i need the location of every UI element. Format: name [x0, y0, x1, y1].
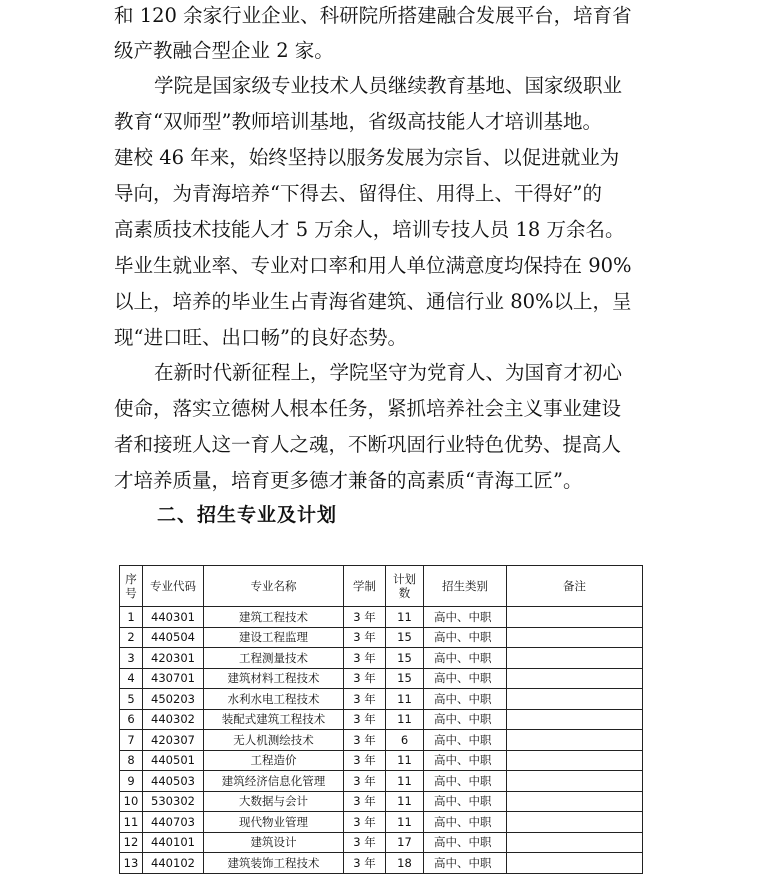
cell-code: 430701 — [143, 668, 204, 689]
cell-name: 无人机测绘技术 — [204, 730, 344, 751]
cell-index: 3 — [120, 648, 143, 669]
cell-plan: 11 — [386, 750, 424, 771]
cell-name: 水利水电工程技术 — [204, 689, 344, 710]
cell-plan: 11 — [386, 689, 424, 710]
cell-index: 7 — [120, 730, 143, 751]
cell-remarks — [507, 853, 643, 874]
cell-plan: 18 — [386, 853, 424, 874]
table-header-row — [120, 566, 643, 607]
text-line: 高素质技术技能人才 5 万余人，培训专技人员 18 万余名。 — [114, 218, 625, 241]
cell-category: 高中、中职 — [424, 853, 507, 874]
table-row — [120, 607, 643, 628]
cell-index: 9 — [120, 771, 143, 792]
cell-plan: 11 — [386, 607, 424, 628]
cell-remarks — [507, 832, 643, 853]
cell-code: 450203 — [143, 689, 204, 710]
cell-code: 440301 — [143, 607, 204, 628]
text-line: 教育“双师型”教师培训基地，省级高技能人才培训基地。 — [114, 110, 602, 133]
table-row — [120, 812, 643, 833]
cell-category: 高中、中职 — [424, 689, 507, 710]
table-row — [120, 668, 643, 689]
cell-duration: 3 年 — [344, 812, 386, 833]
cell-category: 高中、中职 — [424, 648, 507, 669]
cell-code: 440503 — [143, 771, 204, 792]
cell-plan: 11 — [386, 791, 424, 812]
cell-category: 高中、中职 — [424, 709, 507, 730]
cell-remarks — [507, 709, 643, 730]
cell-code: 440501 — [143, 750, 204, 771]
cell-name: 现代物业管理 — [204, 812, 344, 833]
cell-name: 建筑材料工程技术 — [204, 668, 344, 689]
text-line: 建校 46 年来，始终坚持以服务发展为宗旨、以促进就业为 — [114, 146, 620, 169]
table-row — [120, 791, 643, 812]
text-line: 导向，为青海培养“下得去、留得住、用得上、干得好”的 — [114, 182, 602, 205]
header-remarks: 备注 — [507, 566, 643, 607]
cell-index: 6 — [120, 709, 143, 730]
text-line: 才培养质量，培育更多德才兼备的高素质“青海工匠”。 — [114, 469, 583, 492]
table-row — [120, 853, 643, 874]
table-row — [120, 627, 643, 648]
table-row — [120, 648, 643, 669]
table-row — [120, 709, 643, 730]
cell-remarks — [507, 730, 643, 751]
cell-name: 工程造价 — [204, 750, 344, 771]
header-name: 专业名称 — [204, 566, 344, 607]
cell-duration: 3 年 — [344, 750, 386, 771]
cell-plan: 6 — [386, 730, 424, 751]
cell-code: 530302 — [143, 791, 204, 812]
cell-index: 13 — [120, 853, 143, 874]
cell-code: 440102 — [143, 853, 204, 874]
table-row — [120, 730, 643, 751]
header-code: 专业代码 — [143, 566, 204, 607]
cell-category: 高中、中职 — [424, 832, 507, 853]
cell-name: 工程测量技术 — [204, 648, 344, 669]
cell-index: 5 — [120, 689, 143, 710]
cell-plan: 15 — [386, 648, 424, 669]
table-row — [120, 689, 643, 710]
header-index: 序号 — [120, 566, 143, 607]
cell-duration: 3 年 — [344, 648, 386, 669]
cell-category: 高中、中职 — [424, 812, 507, 833]
text-line: 级产教融合型企业 2 家。 — [114, 39, 334, 62]
text-line: 者和接班人这一育人之魂，不断巩固行业特色优势、提高人 — [114, 433, 622, 456]
cell-name: 大数据与会计 — [204, 791, 344, 812]
cell-index: 10 — [120, 791, 143, 812]
cell-index: 12 — [120, 832, 143, 853]
cell-duration: 3 年 — [344, 730, 386, 751]
table-row — [120, 750, 643, 771]
text-line: 毕业生就业率、专业对口率和用人单位满意度均保持在 90% — [114, 254, 632, 277]
cell-remarks — [507, 771, 643, 792]
cell-code: 420301 — [143, 648, 204, 669]
text-line: 学院是国家级专业技术人员继续教育基地、国家级职业 — [154, 74, 623, 97]
cell-plan: 11 — [386, 709, 424, 730]
cell-remarks — [507, 668, 643, 689]
cell-category: 高中、中职 — [424, 771, 507, 792]
header-duration: 学制 — [344, 566, 386, 607]
cell-code: 440504 — [143, 627, 204, 648]
cell-name: 建筑装饰工程技术 — [204, 853, 344, 874]
cell-name: 装配式建筑工程技术 — [204, 709, 344, 730]
cell-index: 11 — [120, 812, 143, 833]
cell-remarks — [507, 812, 643, 833]
text-line: 以上，培养的毕业生占青海省建筑、通信行业 80%以上，呈 — [114, 290, 632, 313]
cell-plan: 11 — [386, 812, 424, 833]
cell-duration: 3 年 — [344, 791, 386, 812]
cell-name: 建筑经济信息化管理 — [204, 771, 344, 792]
enrollment-table — [119, 565, 643, 874]
cell-index: 1 — [120, 607, 143, 628]
cell-category: 高中、中职 — [424, 750, 507, 771]
cell-remarks — [507, 648, 643, 669]
cell-category: 高中、中职 — [424, 607, 507, 628]
cell-duration: 3 年 — [344, 668, 386, 689]
table-row — [120, 771, 643, 792]
cell-category: 高中、中职 — [424, 730, 507, 751]
cell-index: 2 — [120, 627, 143, 648]
cell-duration: 3 年 — [344, 607, 386, 628]
header-category: 招生类别 — [424, 566, 507, 607]
table-row — [120, 832, 643, 853]
cell-plan: 15 — [386, 668, 424, 689]
section-heading: 二、招生专业及计划 — [157, 504, 338, 526]
cell-duration: 3 年 — [344, 709, 386, 730]
cell-duration: 3 年 — [344, 853, 386, 874]
cell-code: 440302 — [143, 709, 204, 730]
cell-category: 高中、中职 — [424, 791, 507, 812]
text-line: 现“进口旺、出口畅”的良好态势。 — [114, 326, 407, 349]
cell-remarks — [507, 791, 643, 812]
cell-name: 建设工程监理 — [204, 627, 344, 648]
cell-duration: 3 年 — [344, 689, 386, 710]
cell-name: 建筑工程技术 — [204, 607, 344, 628]
cell-remarks — [507, 607, 643, 628]
text-line: 使命，落实立德树人根本任务，紧抓培养社会主义事业建设 — [114, 397, 622, 420]
text-line: 在新时代新征程上，学院坚守为党育人、为国育才初心 — [154, 361, 623, 384]
cell-plan: 15 — [386, 627, 424, 648]
cell-plan: 17 — [386, 832, 424, 853]
cell-code: 440101 — [143, 832, 204, 853]
text-line: 和 120 余家行业企业、科研院所搭建融合发展平台，培育省 — [114, 4, 632, 27]
cell-remarks — [507, 689, 643, 710]
cell-category: 高中、中职 — [424, 668, 507, 689]
cell-name: 建筑设计 — [204, 832, 344, 853]
cell-code: 440703 — [143, 812, 204, 833]
cell-code: 420307 — [143, 730, 204, 751]
cell-duration: 3 年 — [344, 771, 386, 792]
header-plan: 计划数 — [386, 566, 424, 607]
cell-category: 高中、中职 — [424, 627, 507, 648]
cell-index: 8 — [120, 750, 143, 771]
cell-remarks — [507, 750, 643, 771]
cell-duration: 3 年 — [344, 832, 386, 853]
cell-index: 4 — [120, 668, 143, 689]
cell-remarks — [507, 627, 643, 648]
cell-plan: 11 — [386, 771, 424, 792]
cell-duration: 3 年 — [344, 627, 386, 648]
